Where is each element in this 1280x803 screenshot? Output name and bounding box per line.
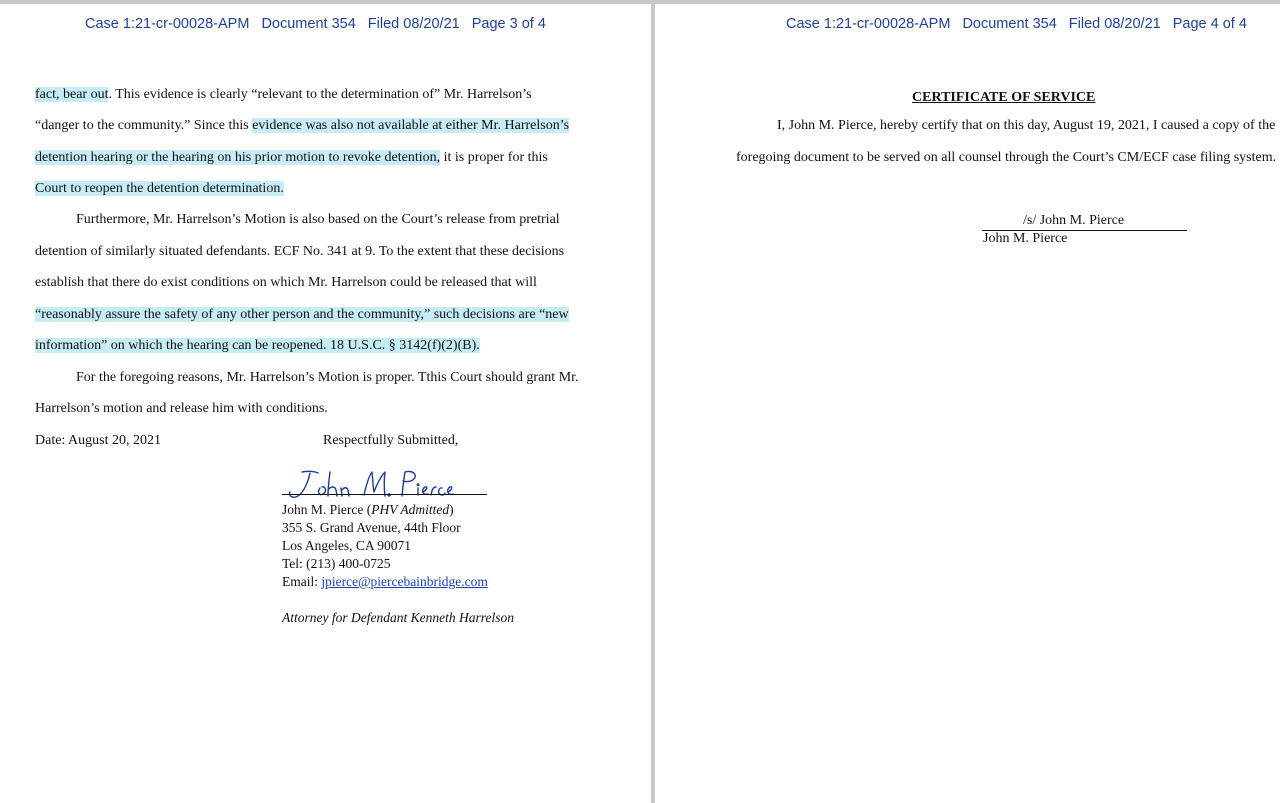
body-line: fact, bear out. This evidence is clearly “relevant to the determination of” Mr. Harrelson’s (35, 87, 532, 102)
date-line: Date: August 20, 2021 (35, 433, 161, 448)
email-link[interactable]: jpierce@piercebainbridge.com (321, 574, 488, 589)
attorney-role: Attorney for Defendant Kenneth Harrelson (282, 610, 514, 625)
header-filed-date: Filed 08/20/21 (367, 16, 460, 32)
attorney-email: Email: jpierce@piercebainbridge.com (282, 574, 488, 589)
header-document: Document 354 (962, 16, 1057, 32)
signature-line (282, 494, 487, 495)
header-case-number: Case 1:21-cr-00028-APM (786, 16, 951, 32)
header-filed-date: Filed 08/20/21 (1068, 16, 1161, 32)
page-header (786, 16, 1255, 32)
certificate-body-line1: I, John M. Pierce, hereby certify that on this day, August 19, 2021, I caused a copy of the (777, 118, 1276, 133)
certificate-body-line2: foregoing document to be served on all counsel through the Court’s CM/ECF case filing system. (736, 150, 1277, 165)
body-line: information” on which the hearing can be reopened. 18 U.S.C. § 3142(f)(2)(B). (35, 338, 480, 353)
certificate-signature: /s/ John M. Pierce (1023, 213, 1125, 228)
body-line: detention of similarly situated defendants. ECF No. 341 at 9. To the extent that these decisions (35, 244, 565, 259)
handwritten-signature (284, 468, 454, 502)
certificate-title: CERTIFICATE OF SERVICE (912, 90, 1096, 105)
body-line: Furthermore, Mr. Harrelson’s Motion is also based on the Court’s release from pretrial (76, 212, 560, 227)
page-header (85, 16, 554, 32)
attorney-address-line2: Los Angeles, CA 90071 (282, 538, 412, 553)
header-page-number: Page 3 of 4 (471, 16, 546, 32)
header-document: Document 354 (261, 16, 356, 32)
attorney-phone: Tel: (213) 400-0725 (282, 556, 391, 571)
body-line: detention hearing or the hearing on his prior motion to revoke detention, it is proper for this (35, 150, 548, 165)
closing-line: Respectfully Submitted, (323, 433, 459, 448)
body-line: “reasonably assure the safety of any other person and the community,” such decisions are “new (35, 307, 569, 322)
attorney-address-line1: 355 S. Grand Avenue, 44th Floor (282, 520, 461, 535)
pdf-page-3 (0, 4, 651, 803)
attorney-name: John M. Pierce (PHV Admitted) (282, 502, 454, 517)
body-line: Harrelson’s motion and release him with conditions. (35, 401, 328, 416)
body-line: “danger to the community.” Since this evidence was also not available at either Mr. Harrelson’s (35, 118, 570, 133)
certificate-signer-name: John M. Pierce (983, 231, 1068, 246)
header-page-number: Page 4 of 4 (1172, 16, 1247, 32)
header-case-number: Case 1:21-cr-00028-APM (85, 16, 250, 32)
body-line: For the foregoing reasons, Mr. Harrelson’s Motion is proper. Tthis Court should grant Mr. (76, 370, 579, 385)
body-line: Court to reopen the detention determination. (35, 181, 284, 196)
pdf-page-4 (655, 4, 1280, 803)
body-line: establish that there do exist conditions on which Mr. Harrelson could be released that will (35, 275, 537, 290)
